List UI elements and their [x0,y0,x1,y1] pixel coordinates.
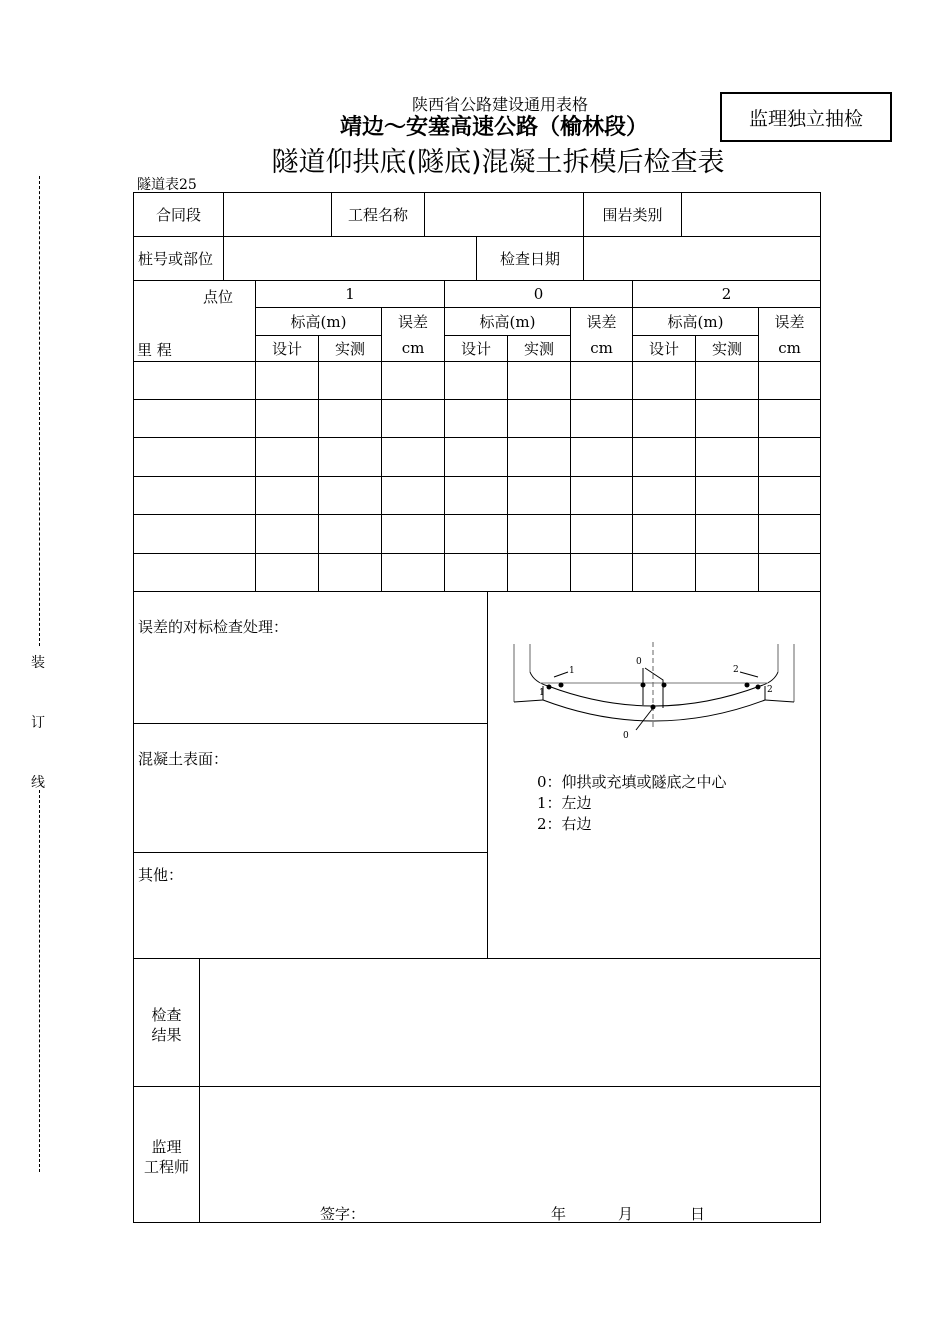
measurement-cell[interactable] [759,554,820,591]
measurement-cell[interactable] [571,554,632,591]
measurement-cell[interactable] [319,554,381,591]
mileage-cell[interactable] [134,438,255,476]
invert-cross-section-diagram [488,592,820,762]
check-date-value[interactable] [584,237,820,280]
signature-label: 签字： [320,1205,366,1223]
measurement-cell[interactable] [319,515,381,553]
error-unit: cm [778,339,801,357]
measurement-cell[interactable] [445,438,507,476]
concrete-surface-label: 混凝土表面： [138,750,229,768]
supervisor-label-line2: 工程师 [143,1158,189,1176]
measurement-cell[interactable] [256,438,318,476]
mileage-cell[interactable] [134,515,255,553]
elevation-header: 标高(m) [667,313,724,331]
measurement-cell[interactable] [633,515,695,553]
point-2-header: 2 [721,285,732,303]
error-header: 误差 [397,313,428,331]
measurement-cell[interactable] [696,362,758,399]
measurement-cell[interactable] [571,477,632,514]
contract-label: 合同段 [155,206,201,224]
measurement-cell[interactable] [759,400,820,437]
check-result-label-line1: 检查 [151,1006,182,1024]
mileage-cell[interactable] [134,477,255,514]
measurement-cell[interactable] [382,515,444,553]
measurement-cell[interactable] [571,400,632,437]
legend-right: 2：右边 [537,815,592,833]
measurement-cell[interactable] [319,362,381,399]
mileage-cell[interactable] [134,362,255,399]
measurement-cell[interactable] [508,438,570,476]
measurement-cell[interactable] [633,554,695,591]
error-header: 误差 [774,313,805,331]
rock-class-value[interactable] [682,193,820,236]
measurement-cell[interactable] [256,515,318,553]
mileage-cell[interactable] [134,554,255,591]
measurement-cell[interactable] [256,477,318,514]
mileage-cell[interactable] [134,400,255,437]
measurement-cell[interactable] [696,554,758,591]
supervisor-comment-field[interactable] [200,1087,820,1197]
diagram-label-0: 0 [623,731,629,741]
design-header: 设计 [648,340,679,358]
measurement-cell[interactable] [759,362,820,399]
rock-class-label: 围岩类别 [602,206,663,224]
actual-header: 实测 [711,340,742,358]
year-label: 年 [551,1205,567,1223]
measurement-cell[interactable] [508,515,570,553]
measurement-cell[interactable] [382,400,444,437]
diagram-label-0: 0 [636,657,642,667]
other-label: 其他： [138,866,184,884]
measurement-cell[interactable] [445,515,507,553]
measurement-cell[interactable] [382,554,444,591]
contract-value[interactable] [224,193,331,236]
measurement-cell[interactable] [445,477,507,514]
check-result-label-line2: 结果 [151,1026,182,1044]
check-result-field[interactable] [200,959,820,1086]
measurement-cell[interactable] [571,515,632,553]
measurement-cell[interactable] [571,438,632,476]
measurement-cell[interactable] [571,362,632,399]
measurement-cell[interactable] [633,400,695,437]
measurement-cell[interactable] [319,477,381,514]
supervisor-label [134,1137,199,1177]
measurement-cell[interactable] [759,438,820,476]
measurement-cell[interactable] [319,438,381,476]
supervisor-label-line1: 监理 [151,1138,182,1156]
station-label: 桩号或部位 [138,250,214,268]
binding-char-xian: 线 [31,775,45,791]
page-title: 隧道仰拱底(隧底)混凝土拆模后检查表 [271,147,725,178]
binding-char-ding: 订 [31,715,45,731]
legend-left: 1：左边 [537,794,592,812]
invert-section-outline [514,642,794,730]
measurement-cell[interactable] [696,477,758,514]
measurement-cell[interactable] [319,400,381,437]
form-series-title: 陕西省公路建设通用表格 [411,95,588,114]
mileage-label: 里 程 [137,341,172,359]
diagram-label-1: 1 [539,688,545,698]
measurement-cell[interactable] [696,438,758,476]
measurement-cell[interactable] [382,477,444,514]
project-name-value[interactable] [425,193,583,236]
legend-center: 0：仰拱或充填或隧底之中心 [537,773,727,791]
measurement-cell[interactable] [508,362,570,399]
point-0-header: 0 [533,285,544,303]
actual-header: 实测 [523,340,554,358]
error-unit: cm [590,339,613,357]
measurement-cell[interactable] [633,362,695,399]
supervision-stamp: 监理独立抽检 [720,92,892,142]
measurement-cell[interactable] [256,400,318,437]
station-value[interactable] [224,237,476,280]
actual-header: 实测 [334,340,365,358]
diagram-label-1: 1 [569,666,575,676]
check-date-label: 检查日期 [499,250,560,268]
project-name-label: 工程名称 [347,206,408,224]
error-unit: cm [401,339,425,357]
measurement-cell[interactable] [759,477,820,514]
check-result-label [134,1005,199,1045]
error-header: 误差 [586,313,617,331]
measurement-cell[interactable] [759,515,820,553]
day-label: 日 [690,1205,706,1223]
diagram-label-2: 2 [733,665,739,675]
elevation-header: 标高(m) [479,313,536,331]
diagram-label-2: 2 [767,685,773,695]
design-header: 设计 [460,340,491,358]
project-name: 靖边～安塞高速公路（榆林段） [339,115,648,140]
error-handling-label: 误差的对标检查处理： [138,618,289,636]
measurement-cell[interactable] [256,554,318,591]
measurement-cell[interactable] [445,554,507,591]
point-1-header: 1 [345,285,355,303]
measurement-cell[interactable] [445,362,507,399]
measurement-cell[interactable] [633,477,695,514]
measurement-cell[interactable] [508,554,570,591]
measurement-cell[interactable] [445,400,507,437]
binding-char-zhuang: 装 [31,655,45,671]
measurement-cell[interactable] [382,362,444,399]
measurement-cell[interactable] [382,438,444,476]
measurement-cell[interactable] [696,515,758,553]
measurement-cell[interactable] [508,477,570,514]
measurement-cell[interactable] [696,400,758,437]
month-label: 月 [618,1205,634,1223]
form-number: 隧道表25 [137,177,197,193]
measurement-cell[interactable] [633,438,695,476]
elevation-header: 标高(m) [290,313,347,331]
measurement-cell[interactable] [256,362,318,399]
measurement-cell[interactable] [508,400,570,437]
point-label: 点位 [203,288,234,306]
design-header: 设计 [271,340,302,358]
